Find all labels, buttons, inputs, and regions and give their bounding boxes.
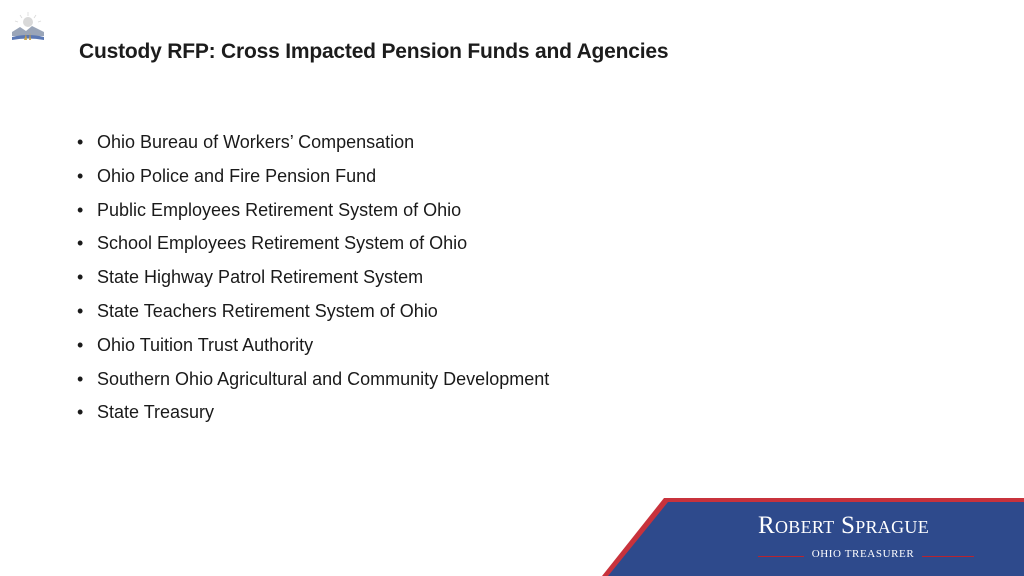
bullet-icon: • [77, 334, 84, 355]
slide-title: Custody RFP: Cross Impacted Pension Funds and Agencies [79, 40, 669, 63]
list-item: • State Teachers Retirement System of Ohio [77, 295, 549, 329]
bullet-icon: • [77, 132, 84, 152]
list-item: • School Employees Retirement System of Ohio [77, 227, 549, 261]
treasurer-title: OHIO TREASURER [811, 548, 915, 560]
divider-right [922, 556, 974, 557]
treasurer-name: ROBERT SPRAGUE [758, 512, 929, 539]
list-item: • Public Employees Retirement System of Ohio [77, 194, 549, 228]
list-item: • Ohio Tuition Trust Authority [77, 329, 549, 363]
list-item: • Southern Ohio Agricultural and Community Development [77, 363, 549, 397]
bullet-icon: • [77, 199, 84, 220]
bullet-icon: • [77, 165, 84, 186]
ohio-state-seal-icon [0, 0, 56, 56]
list-item: • Ohio Bureau of Workers’ Compensation [77, 126, 549, 160]
divider-left [758, 556, 804, 557]
list-item: • State Highway Patrol Retirement System [77, 261, 549, 295]
bullet-icon: • [77, 300, 84, 321]
bullet-icon: • [77, 368, 84, 389]
bullet-icon: • [77, 233, 84, 254]
list-item: • Ohio Police and Fire Pension Fund [77, 160, 549, 194]
list-item: • State Treasury [77, 396, 549, 430]
bullet-icon: • [77, 402, 84, 423]
bullet-icon: • [77, 267, 84, 288]
